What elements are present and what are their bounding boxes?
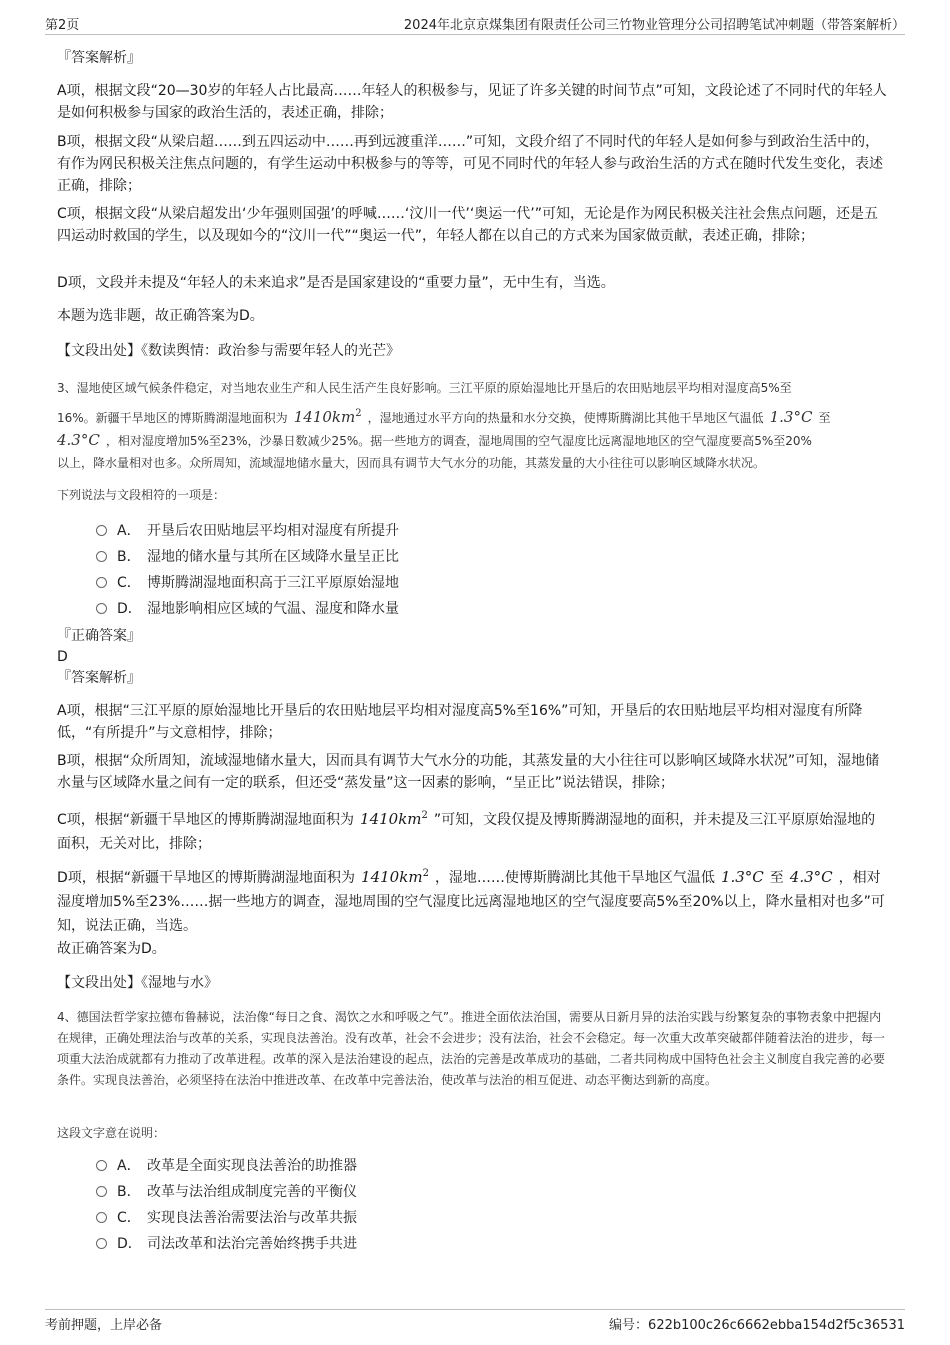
q4-option-d[interactable]: D． 司法改革和法治完善始终携手共进 (96, 1233, 357, 1255)
q4-option-b[interactable]: B． 改革与法治组成制度完善的平衡仪 (96, 1181, 357, 1203)
area-formula: $1410km^2$ (293, 408, 362, 426)
document-title: 2024年北京京煤集团有限责任公司三竹物业管理分公司招聘笔试冲刺题（带答案解析） (403, 18, 905, 33)
q4-passage: 4、德国法哲学家拉德布鲁赫说，法治像“每日之食、渴饮之水和呼吸之气”。推进全面依法治国，需要从日新月异的法治实践与纷繁复杂的事物表象中把握内在规律，正确处理法治与改革的关系，实现良法善治。没有改革，社会不会进步；没有法治，社会不会稳定。每一次重大改革突破都伴随着法治的进步，每一项重大法治成就都有力推动了改革进程。改革的深入是法治建设的起点，法治的完善是改革成功的基础，二者共同构成中国特色社会主义制度自我完善的必要条件。实现良法善治，必须坚持在法治中推进改革、在改革中完善法治，使改革与法治的相互促进、动态平衡达到新的高度。 (57, 1010, 886, 1087)
q2-conclusion: 本题为选非题，故正确答案为D。 (57, 308, 264, 324)
q3-answer-label: 『正确答案』 (57, 628, 141, 644)
q2-analysis-b: B项，根据文段“从梁启超……到五四运动中……再到远渡重洋……”可知，文段介绍了不同时代的年轻人是如何参与到政治生活中的，有作为网民积极关注焦点问题的，有学生运动中积极参与的等等，可见不同时代的年轻人参与政治生活的方式在随时代发生变化，表述正确，排除； (57, 134, 883, 194)
q3-answer: D (57, 649, 68, 665)
footer-divider (45, 1309, 905, 1310)
radio-icon[interactable] (96, 603, 107, 614)
radio-icon[interactable] (96, 577, 107, 588)
temp-low: 1.3°C (769, 408, 813, 426)
temp-low: 1.3°C (720, 868, 764, 886)
q2-analysis-d: D项，文段并未提及“年轻人的未来追求”是否是国家建设的“重要力量”，无中生有，当选。 (57, 275, 615, 291)
q3-passage-line3: 4.3°C ，相对湿度增加5%至23%，沙暴日数减少25%。据一些地方的调查，湿地周围的空气湿度比远离湿地地区的空气湿度要高5%至20% (57, 431, 812, 449)
page-number: 第2页 (45, 18, 80, 33)
radio-icon[interactable] (96, 1160, 107, 1171)
q3-passage-line1: 3、湿地使区域气候条件稳定，对当地农业生产和人民生活产生良好影响。三江平原的原始湿地比开垦后的农田贴地层平均相对湿度高5%至 (57, 381, 792, 395)
radio-icon[interactable] (96, 1212, 107, 1223)
q3-passage-line4: 以上，降水量相对也多。众所周知，流域湿地储水量大，因而具有调节大气水分的功能，其蒸发量的大小往往可以影响区域降水状况。 (57, 456, 766, 470)
q3-option-c[interactable]: C． 博斯腾湖湿地面积高于三江平原原始湿地 (96, 572, 399, 594)
area-formula: $1410km^2$ (361, 868, 429, 886)
q2-analysis-c: C项，根据文段“从梁启超发出‘少年强则国强’的呼喊……‘汶川一代’‘奥运一代’”可知，无论是作为网民积极关注社会焦点问题，还是五四运动时救国的学生，以及现如今的“汶川一代”“奥运一代”，年轻人都在以自己的方式来为国家做贡献，表述正确，排除； (57, 206, 878, 244)
q3-passage-line2: 16%。新疆干旱地区的博斯腾湖湿地面积为 $1410km^2$ ，湿地通过水平方向的热量和水分交换，使博斯腾湖比其他干旱地区气温低 1.3°C 至 (57, 408, 831, 426)
q3-option-d[interactable]: D． 湿地影响相应区域的气温、湿度和降水量 (96, 598, 399, 620)
temp-high: 4.3°C (789, 868, 833, 886)
q2-source: 【文段出处】《数读舆情：政治参与需要年轻人的光芒》 (57, 343, 400, 359)
q3-analysis-d: D项，根据“新疆干旱地区的博斯腾湖湿地面积为 $1410km^2$ ，湿地……使博斯腾湖比其他干旱地区气温低 1.3°C 至 4.3°C ，相对湿度增加5%至23%……据一些地方的调查，湿地周围的空气湿度比远离湿地地区的空气湿度要高5%至20%以上，降水量相对也多”可知，说法正确，当选。 (57, 868, 885, 934)
area-formula: $1410km^2$ (360, 810, 428, 828)
q3-analysis-c: C项，根据“新疆干旱地区的博斯腾湖湿地面积为 $1410km^2$ ”可知，文段仅提及博斯腾湖湿地的面积，并未提及三江平原原始湿地的面积，无关对比，排除； (57, 810, 876, 852)
q4-option-a[interactable]: A． 改革是全面实现良法善治的助推器 (96, 1155, 357, 1177)
q3-analysis-b: B项，根据“众所周知，流域湿地储水量大，因而具有调节大气水分的功能，其蒸发量的大小往往可以影响区域降水状况”可知，湿地储水量与区域降水量之间有一定的联系，但还受“蒸发量”这一因素的影响，“呈正比”说法错误，排除； (57, 753, 880, 791)
q4-option-c[interactable]: C． 实现良法善治需要法治与改革共振 (96, 1207, 357, 1229)
footer-slogan: 考前押题，上岸必备 (45, 1318, 163, 1333)
radio-icon[interactable] (96, 1238, 107, 1249)
q2-analysis-a: A项，根据文段“20—30岁的年轻人占比最高……年轻人的积极参与，见证了许多关键的时间节点”可知，文段论述了不同时代的年轻人是如何积极参与国家的政治生活的，表述正确，排除； (57, 83, 887, 121)
temp-high: 4.3°C (57, 431, 100, 449)
q3-stem: 下列说法与文段相符的一项是： (57, 488, 226, 502)
q3-option-b[interactable]: B． 湿地的储水量与其所在区域降水量呈正比 (96, 546, 399, 568)
radio-icon[interactable] (96, 525, 107, 536)
q3-analysis-a: A项，根据“三江平原的原始湿地比开垦后的农田贴地层平均相对湿度高5%至16%”可知，开垦后的农田贴地层平均相对湿度有所降低，“有所提升”与文意相悖，排除； (57, 703, 863, 741)
radio-icon[interactable] (96, 1186, 107, 1197)
radio-icon[interactable] (96, 551, 107, 562)
q4-stem: 这段文字意在说明： (57, 1126, 166, 1140)
q3-conclusion: 故正确答案为D。 (57, 941, 166, 957)
q3-analysis-label: 『答案解析』 (57, 670, 141, 686)
q3-option-a[interactable]: A． 开垦后农田贴地层平均相对湿度有所提升 (96, 520, 399, 542)
q2-analysis-label: 『答案解析』 (57, 50, 141, 66)
q3-source: 【文段出处】《湿地与水》 (57, 975, 218, 991)
footer-code: 编号：622b100c26c6662ebba154d2f5c36531 (609, 1318, 905, 1333)
header-divider (45, 34, 905, 35)
